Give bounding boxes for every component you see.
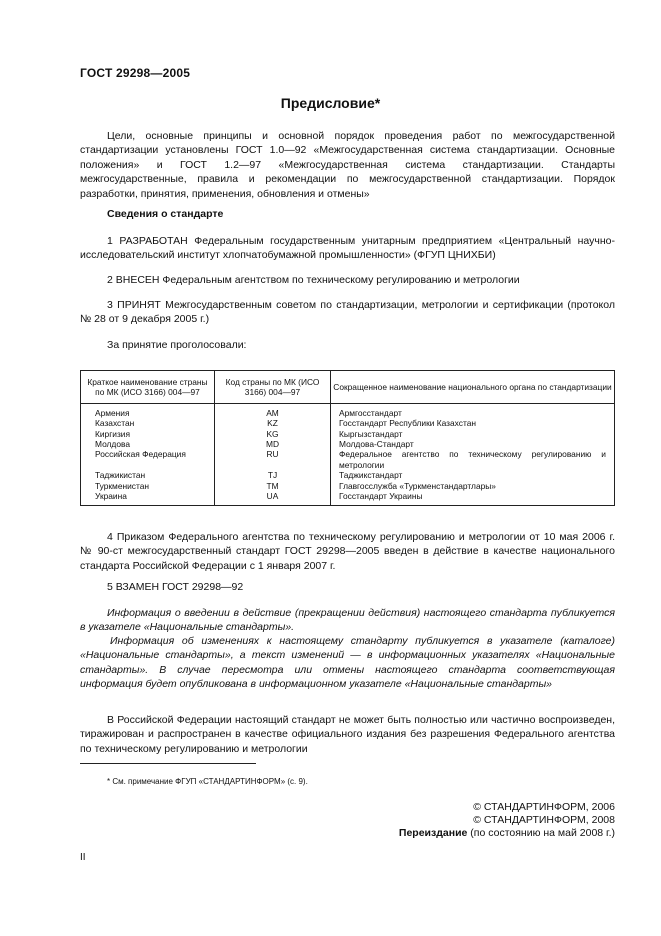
code-cell: KZ — [215, 418, 331, 428]
reproduction-notice — [80, 713, 615, 756]
intro-paragraph — [80, 129, 615, 201]
footnote: * См. примечание ФГУП «СТАНДАРТИНФОРМ» (с. 9). — [107, 777, 308, 786]
column-header-org: Сокращенное наименование национального органа по стандартизации — [331, 371, 615, 404]
country-cell: Украина — [81, 491, 215, 506]
country-cell: Туркменистан — [81, 481, 215, 491]
info-heading: Сведения о стандарте — [107, 208, 224, 220]
item-5-text: 5 ВЗАМЕН ГОСТ 29298—92 — [107, 581, 244, 593]
page-number: II — [80, 852, 86, 863]
code-cell: TJ — [215, 470, 331, 480]
notice-introduction-text: Информация о введении в действие (прекращении действия) настоящего стандарта публикуется в указателе «Национальные стандарты». — [80, 607, 615, 634]
org-cell: Госстандарт Республики Казахстан — [331, 418, 615, 428]
code-cell: MD — [215, 439, 331, 449]
table-row — [81, 470, 615, 480]
page-title: Предисловие* — [280, 95, 381, 111]
country-cell: Российская Федерация — [81, 449, 215, 470]
table-row — [81, 429, 615, 439]
reproduction-notice-text: В Российской Федерации настоящий стандарт не может быть полностью или частично воспроизведен, тиражирован и распространен в качестве официального издания без разрешения Федерального агентства по техническому регулированию и метрологии — [80, 714, 615, 755]
column-header-code: Код страны по МК (ИСО 3166) 004—97 — [215, 371, 331, 404]
code-cell: AM — [215, 403, 331, 418]
item-1 — [80, 234, 615, 263]
reissue-label: Переиздание — [398, 827, 468, 839]
item-3-text: 3 ПРИНЯТ Межгосударственным советом по стандартизации, метрологии и сертификации (протокол № 28 от 9 декабря 2005 г.) — [80, 299, 615, 326]
item-4-text: 4 Приказом Федерального агентства по техническому регулированию и метрологии от 10 мая 2006 г. № 90-ст межгосударственный стандарт ГОСТ 29298—2005 введен в действие в качестве национального стандарта Российской Федерации с 1 января 2007 г. — [80, 531, 615, 572]
org-cell: Кыргызстандарт — [331, 429, 615, 439]
footnote-divider — [80, 763, 256, 764]
reissue-line — [399, 827, 615, 840]
item-1-text: 1 РАЗРАБОТАН Федеральным государственным унитарным предприятием «Центральный научно-исследовательский институт хлопчатобумажной промышленности» (ФГУП ЦНИХБИ) — [80, 235, 615, 262]
item-3 — [80, 298, 615, 327]
country-cell: Армения — [81, 403, 215, 418]
item-4 — [80, 530, 615, 573]
reissue-text: (по состоянию на май 2008 г.) — [470, 827, 615, 839]
table-row — [81, 481, 615, 491]
item-2-text: 2 ВНЕСЕН Федеральным агентством по техническому регулированию и метрологии — [107, 274, 520, 286]
org-cell: Таджикстандарт — [331, 470, 615, 480]
voted-label — [80, 338, 615, 352]
notice-introduction — [80, 606, 615, 635]
country-cell: Казахстан — [81, 418, 215, 428]
code-cell: UA — [215, 491, 331, 506]
org-cell: Армгосстандарт — [331, 403, 615, 418]
item-2 — [80, 273, 615, 287]
table-row — [81, 439, 615, 449]
code-cell: RU — [215, 449, 331, 470]
org-cell: Федеральное агентство по техническому регулированию и метрологии — [331, 449, 615, 470]
country-cell: Таджикистан — [81, 470, 215, 480]
country-cell: Молдова — [81, 439, 215, 449]
column-header-country: Краткое наименование страны по МК (ИСО 3166) 004—97 — [81, 371, 215, 404]
voting-table — [80, 370, 615, 506]
document-id: ГОСТ 29298—2005 — [80, 66, 191, 80]
code-cell: TM — [215, 481, 331, 491]
code-cell: KG — [215, 429, 331, 439]
org-cell: Госстандарт Украины — [331, 491, 615, 506]
voted-label-text: За принятие проголосовали: — [107, 339, 247, 351]
table-row — [81, 418, 615, 428]
intro-text: Цели, основные принципы и основной порядок проведения работ по межгосударственной стандартизации установлены ГОСТ 1.0—92 «Межгосударственная система стандартизации. Основные положения» и ГОСТ 1.2—97 «Межгосударственная система стандартизации. Стандарты межгосударственные, правила и рекомендации по межгосударственной стандартизации. Порядок разработки, принятия, применения, обновления и отмены» — [80, 130, 615, 200]
copyright-line-2008: © СТАНДАРТИНФОРМ, 2008 — [473, 814, 615, 826]
table-row — [81, 491, 615, 506]
notice-changes-text: Информация об изменениях к настоящему стандарту публикуется в указателе (каталоге) «Национальные стандарты», а текст изменений — в информационных указателях «Национальные стандарты». В случае пересмотра или отмены настоящего стандарта соответствующая информация будет опубликована в информационном указателе «Национальные стандарты» — [80, 635, 615, 691]
org-cell: Главгосслужба «Туркменстандартлары» — [331, 481, 615, 491]
table-row — [81, 449, 615, 470]
table-row — [81, 403, 615, 418]
item-5 — [80, 580, 615, 594]
org-cell: Молдова-Стандарт — [331, 439, 615, 449]
country-cell: Киргизия — [81, 429, 215, 439]
notice-changes — [80, 634, 615, 692]
copyright-line-2006: © СТАНДАРТИНФОРМ, 2006 — [473, 801, 615, 813]
